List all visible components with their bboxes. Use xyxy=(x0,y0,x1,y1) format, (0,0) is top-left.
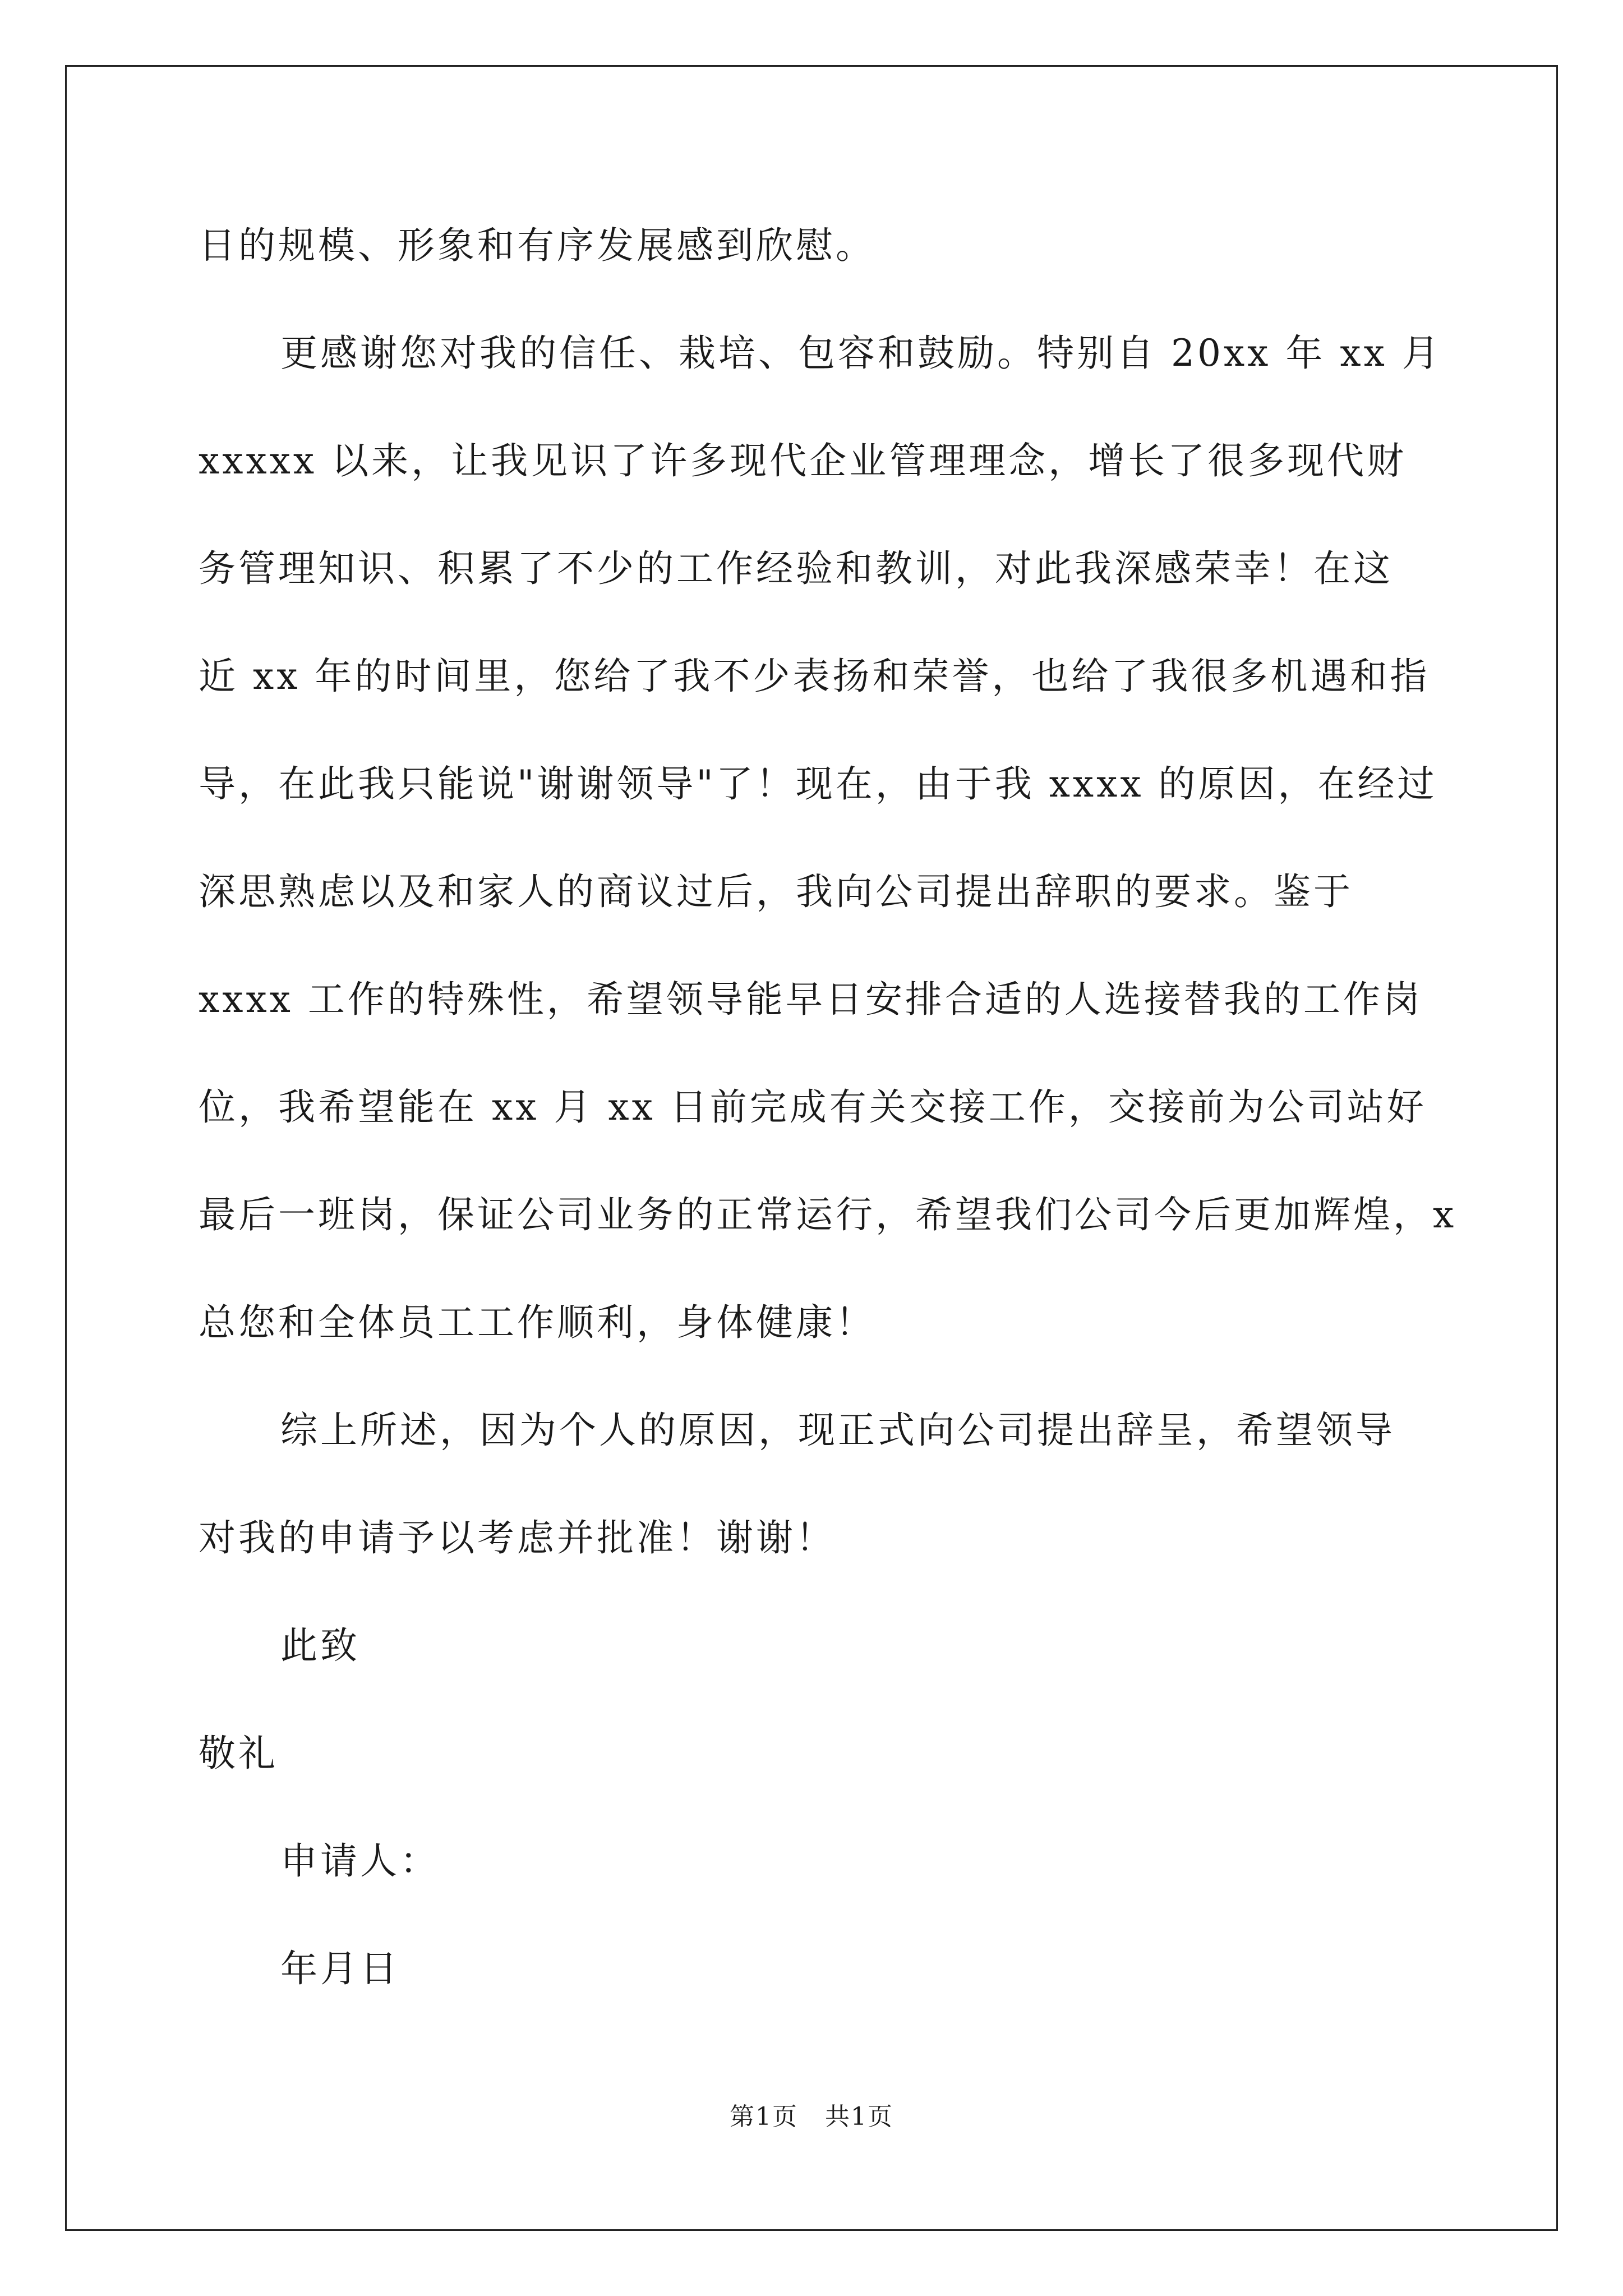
body-line: 导，在此我只能说"谢谢领导"了！现在，由于我 xxxx 的原因，在经过 xyxy=(199,762,1437,806)
body-line: 总您和全体员工工作顺利，身体健康！ xyxy=(199,1301,875,1344)
body-line: 务管理知识、积累了不少的工作经验和教训，对此我深感荣幸！在这 xyxy=(199,547,1393,590)
date-label: 年月日 xyxy=(280,1947,400,1990)
body-line: 综上所述，因为个人的原因，现正式向公司提出辞呈，希望领导 xyxy=(280,1409,1395,1452)
body-line: 更感谢您对我的信任、栽培、包容和鼓励。特别自 20xx 年 xx 月 xyxy=(280,332,1442,375)
body-line: 对我的申请予以考虑并批准！谢谢！ xyxy=(199,1516,836,1559)
applicant-label: 申请人： xyxy=(280,1839,440,1883)
body-line: xxxx 工作的特殊性，希望领导能早日安排合适的人选接替我的工作岗 xyxy=(199,978,1423,1021)
closing-regards: 敬礼 xyxy=(199,1732,278,1775)
body-line: 最后一班岗，保证公司业务的正常运行，希望我们公司今后更加辉煌，x xyxy=(199,1193,1457,1236)
body-line: xxxxx 以来，让我见识了许多现代企业管理理念，增长了很多现代财 xyxy=(199,439,1407,482)
body-line: 日的规模、形象和有序发展感到欣慰。 xyxy=(199,224,875,267)
page-number-footer: 第1页 共1页 xyxy=(730,2102,893,2131)
body-line: 近 xx 年的时间里，您给了我不少表扬和荣誉，也给了我很多机遇和指 xyxy=(199,655,1430,698)
page-border xyxy=(65,65,1558,2231)
closing-salutation: 此致 xyxy=(280,1624,360,1667)
body-line: 位，我希望能在 xx 月 xx 日前完成有关交接工作，交接前为公司站好 xyxy=(199,1085,1427,1129)
body-line: 深思熟虑以及和家人的商议过后，我向公司提出辞职的要求。鉴于 xyxy=(199,870,1353,913)
